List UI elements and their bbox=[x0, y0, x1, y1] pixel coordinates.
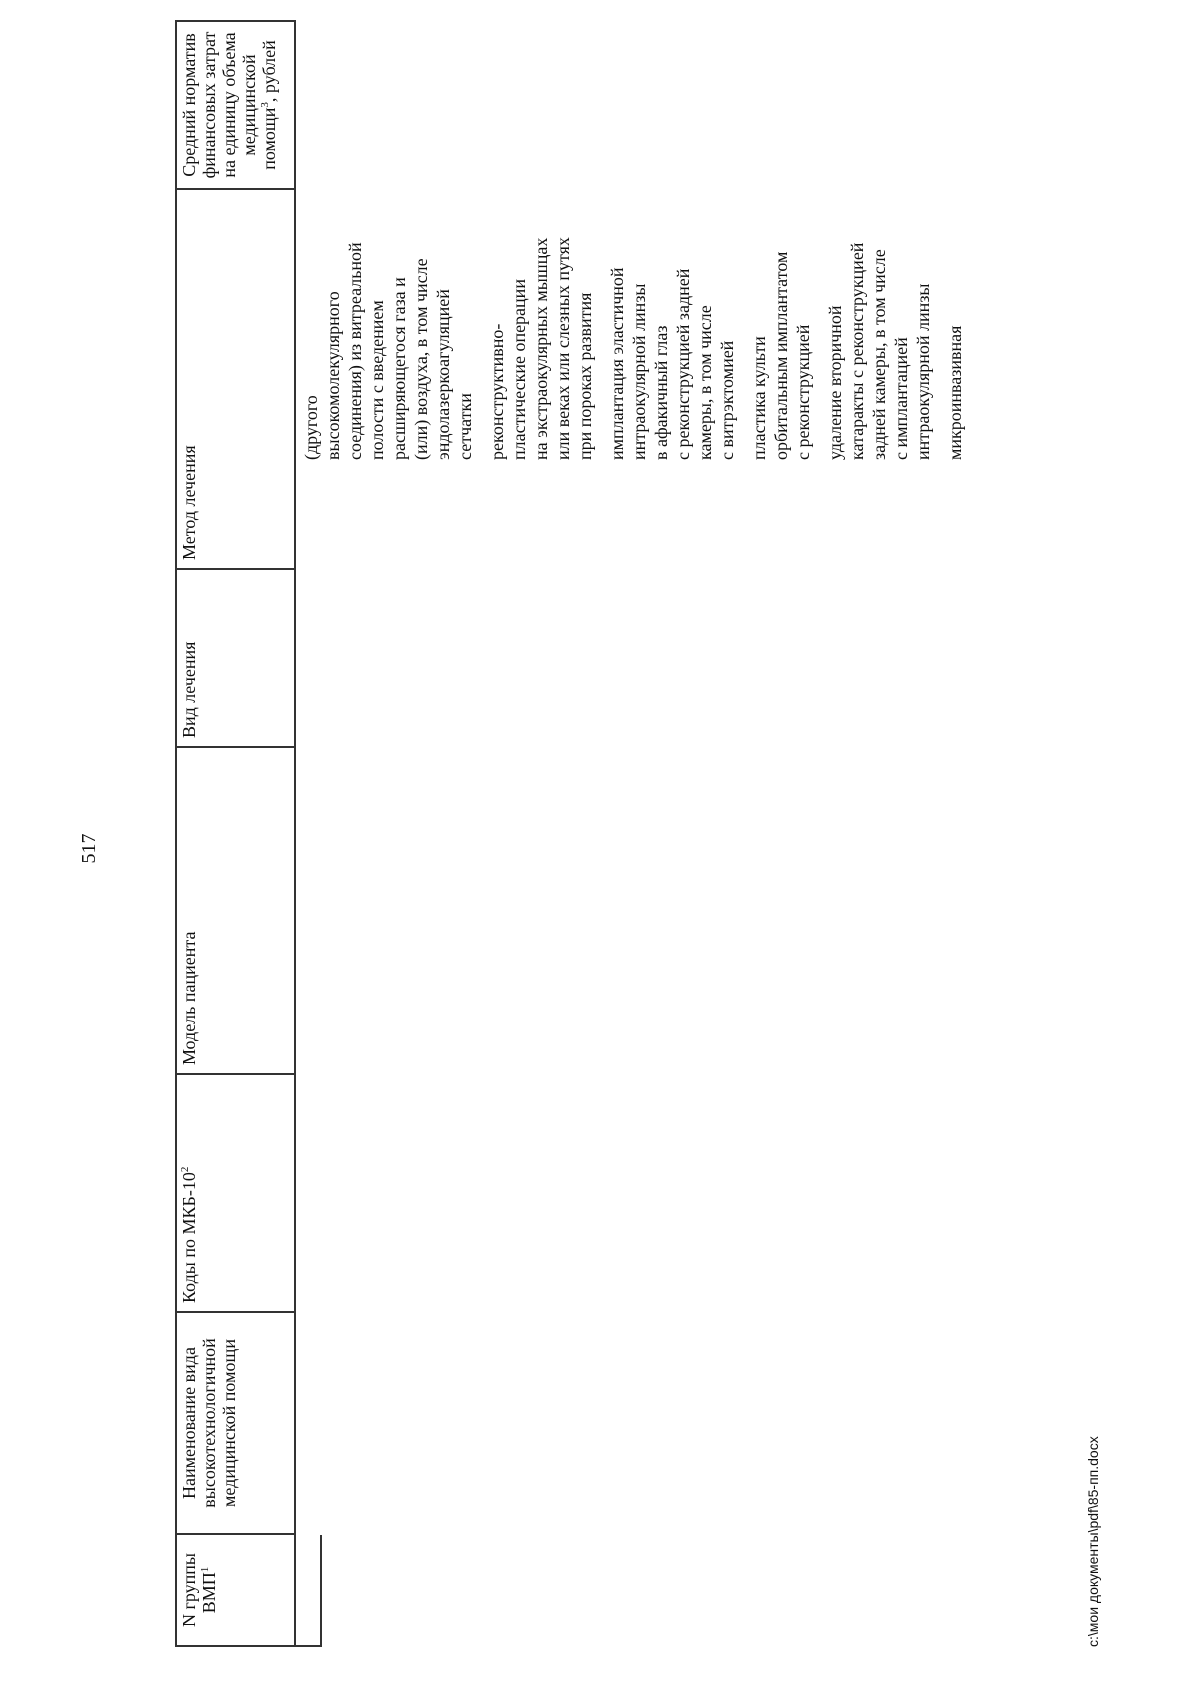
header-average-cost-norm bbox=[177, 20, 294, 190]
treatment-method-list bbox=[300, 100, 976, 460]
table-first-column-bottom bbox=[320, 1535, 322, 1647]
footnote-marker-1: 1 bbox=[199, 1566, 211, 1573]
method-item: пластика культи орбитальным имплантатом с реконструкцией bbox=[749, 251, 813, 460]
table-left-border bbox=[292, 1645, 322, 1647]
header-group-number-text: N группы ВМП bbox=[179, 1553, 219, 1628]
header-norm-suffix: , рублей bbox=[259, 40, 279, 103]
method-item: микроинвазивная bbox=[945, 325, 965, 460]
method-item: имплантация эластичной интраокулярной линзы в афакичный глаз с реконструкцией задней камеры, в том числе с витрэктомией bbox=[607, 267, 737, 460]
header-icd-codes bbox=[177, 1075, 294, 1313]
method-item: реконструктивно- пластические операции на экстраокулярных мышцах или веках или слезных путях при пороках развития bbox=[487, 237, 595, 460]
footer-file-path: c:\мои документы\pdf\85-пп.docx bbox=[1085, 1436, 1101, 1647]
method-item: удаление вторичной катаракты с реконструкцией задней камеры, в том числе с имплантацией интраокулярной линзы bbox=[825, 242, 933, 460]
header-group-number bbox=[177, 1535, 294, 1647]
method-item: (другого высокомолекулярного соединения) из витреальной полости с введением расширяющегося газа и (или) воздуха, в том числе эндолазеркоагуляцией сетчатки bbox=[301, 242, 475, 460]
page-number: 517 bbox=[78, 833, 100, 864]
footnote-marker-2: 2 bbox=[179, 1166, 191, 1173]
header-norm-text: Средний норматив финансовых затрат на единицу объема медицинской помощи bbox=[179, 31, 279, 179]
header-treatment-type: Вид лечения bbox=[177, 570, 294, 748]
footnote-marker-3: 3 bbox=[259, 102, 271, 108]
table-header-row bbox=[175, 20, 296, 1647]
header-treatment-method: Метод лечения bbox=[177, 190, 294, 570]
header-patient-model: Модель пациента bbox=[177, 748, 294, 1075]
header-vmp-name: Наименование вида высокотехнологичной медицинской помощи bbox=[177, 1313, 294, 1535]
header-icd-codes-text: Коды по МКБ-10 bbox=[179, 1172, 199, 1303]
